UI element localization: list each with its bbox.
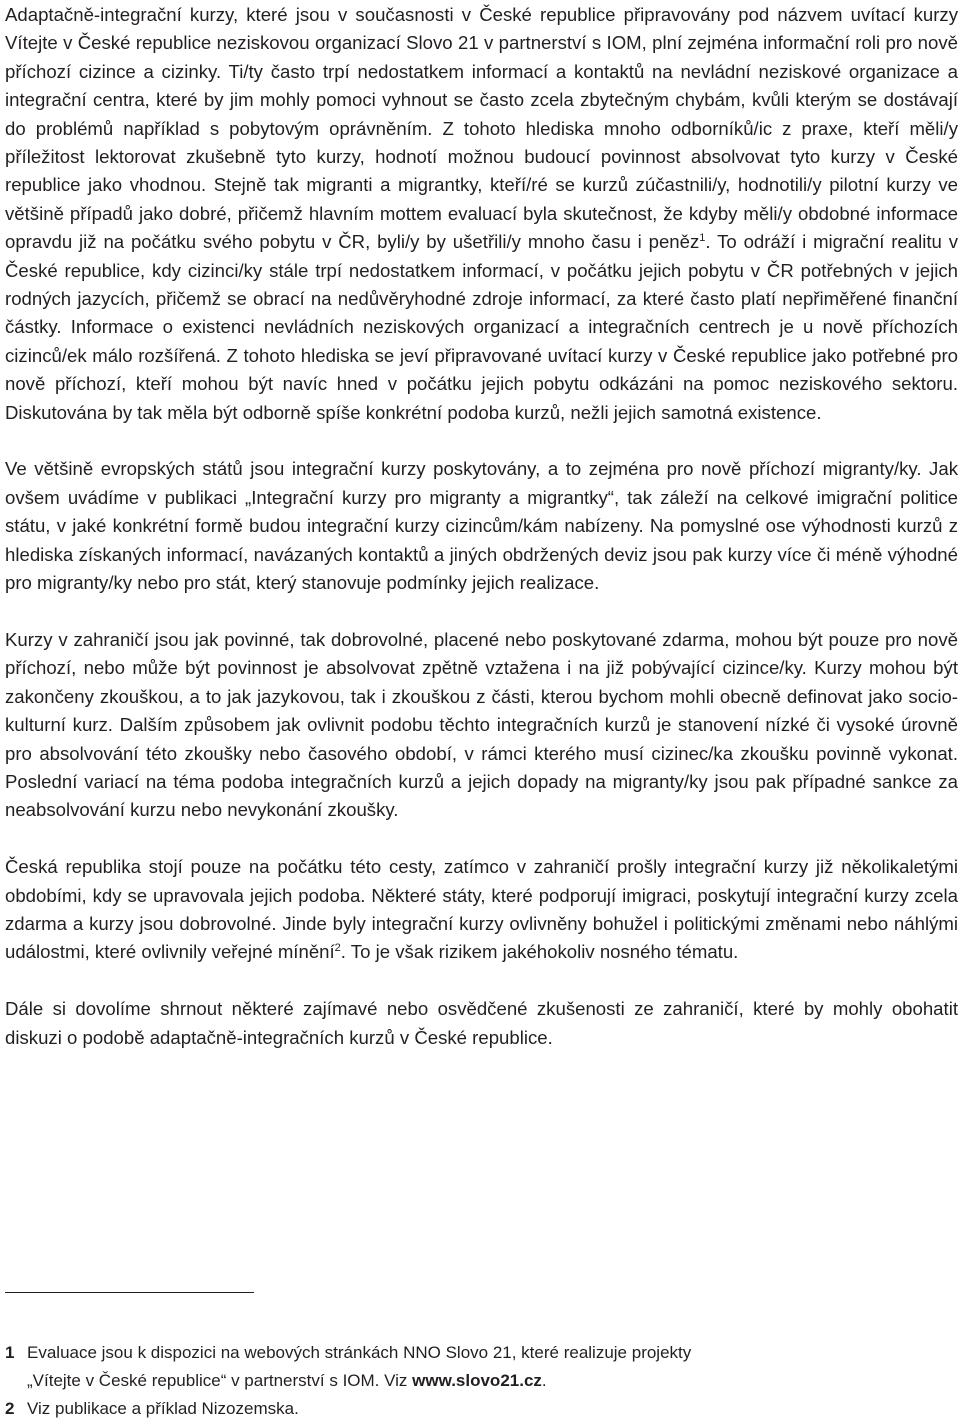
footnote-link[interactable]: www.slovo21.cz bbox=[412, 1370, 542, 1390]
paragraph-3: Kurzy v zahraničí jsou jak povinné, tak dobrovolné, placené nebo poskytované zdarma, mohou být pouze pro nově příchozí, nebo může být povinnost je absolvovat zpětně vztažena i na již pobývající cizince/ky. Kurzy mohou být zakončeny zkouškou, a to jak jazykovou, tak i zkouškou z části, kterou bychom mohli obecně definovat jako socio-kulturní kurz. Dalším způsobem jak ovlivnit podobu těchto integračních kurzů je stanovení nízké či vysoké úrovně pro absolvování této zkoušky nebo časového období, v rámci kterého musí cizinec/ka zkoušku povinně vykonat. Poslední variací na téma podoba integračních kurzů a jejich dopady na migranty/ky jsou pak případné sankce za neabsolvování kurzu nebo nevykonání zkoušky. bbox=[5, 628, 958, 821]
footnote-list bbox=[5, 1339, 958, 1422]
footnote-divider bbox=[5, 1292, 254, 1293]
footnote-text: . bbox=[541, 1370, 547, 1390]
footnote-1 bbox=[5, 1339, 958, 1395]
footnote-ref-1[interactable]: 1 bbox=[699, 232, 706, 245]
paragraph-1-tail: . To odráží i migrační realitu v České republice, kdy cizinci/ky stále trpí nedostatkem informací, v počátku jejich pobytu v ČR potřebných v jejich rodných jazycích, přičemž se obrací na nedůvěryhodné zdroje informací, za které často platí nepřiměřené finanční částky. Informace o existenci nevládních neziskových organizací a integračních centrech je u nově příchozích cizinců/ek málo rozšířená. Z tohoto hlediska se jeví připravované uvítací kurzy v České republice jako potřebné pro nově příchozí, kteří mohou být navíc hned v počátku jejich pobytu odkázáni na pomoc neziskového sektoru. Diskutována by tak měla být odborně spíše konkrétní podoba kurzů, nežli jejich samotná existence. bbox=[5, 231, 958, 423]
document-body bbox=[5, 0, 958, 1052]
paragraph-4 bbox=[5, 853, 958, 967]
footnote-number: 2 bbox=[5, 1398, 15, 1418]
paragraph-5: Dále si dovolíme shrnout některé zajímavé nebo osvědčené zkušenosti ze zahraničí, které by mohly obohatit diskuzi o podobě adaptačně-integračních kurzů v České republice. bbox=[5, 998, 958, 1048]
footnote-text: Evaluace jsou k dispozici na webových stránkách NNO Slovo 21, které realizuje projekty bbox=[27, 1343, 692, 1362]
footnote-2 bbox=[5, 1395, 958, 1423]
paragraph-1 bbox=[5, 0, 958, 427]
paragraph-1-text: Adaptačně-integrační kurzy, které jsou v současnosti v České republice připravovány pod názvem uvítací kurzy Vítejte v České republice neziskovou organizací Slovo 21 v partnerství s IOM, plní zejména informační roli pro nově příchozí cizince a cizinky. Ti/ty často trpí nedostatkem informací a kontaktů na nevládní neziskové organizace a integrační centra, které by jim mohly pomoci vyhnout se často zcela zbytečným chybám, kvůli kterým se dostávají do problémů například s pobytovým oprávněním. Z tohoto hlediska mnoho odborníků/ic z praxe, kteří měli/y příležitost lektorovat zkušebně tyto kurzy, hodnotí možnou budoucí povinnost absolvovat tyto kurzy v České republice jako vhodnou. Stejně tak migranti a migrantky, kteří/ré se kurzů zúčastnili/y, hodnotili/y pilotní kurzy ve většině případů jako dobré, přičemž hlavním mottem evaluací byla skutečnost, že kdyby měli/y obdobné informace opravdu již na počátku svého pobytu v ČR, byli/y by ušetřili/y mnoho času i peněz bbox=[5, 4, 958, 253]
paragraph-2: Ve většině evropských států jsou integrační kurzy poskytovány, a to zejména pro nově příchozí migranty/ky. Jak ovšem uvádíme v publikaci „Integrační kurzy pro migranty a migrantky“, tak záleží na celkové imigrační politice státu, v jaké konkrétní formě budou integrační kurzy cizincům/kám nabízeny. Na pomyslné ose výhodnosti kurzů z hlediska získaných informací, navázaných kontaktů a jiných obdržených deviz jsou pak kurzy více či méně výhodné pro migranty/ky nebo pro stát, který stanovuje podmínky jejich realizace. bbox=[5, 458, 958, 594]
footnote-ref-2[interactable]: 2 bbox=[334, 942, 341, 955]
footnote-text: Viz publikace a příklad Nizozemska. bbox=[27, 1398, 299, 1418]
footnotes bbox=[5, 1292, 958, 1422]
paragraph-4-text: Česká republika stojí pouze na počátku této cesty, zatímco v zahraničí prošly integrační kurzy již několikaletými obdobími, kdy se upravovala jejich podoba. Některé státy, které podporují imigraci, poskytují integrační kurzy zcela zdarma a kurzy jsou dobrovolné. Jinde byly integrační kurzy ovlivněny bohužel i politickými změnami nebo náhlými událostmi, které ovlivnily veřejné mínění bbox=[5, 856, 958, 963]
paragraph-4-tail: . To je však rizikem jakéhokoliv nosného tématu. bbox=[340, 941, 739, 963]
footnote-number: 1 bbox=[5, 1343, 15, 1362]
footnote-text: „Vítejte v České republice“ v partnerství s IOM. Viz bbox=[27, 1370, 413, 1390]
